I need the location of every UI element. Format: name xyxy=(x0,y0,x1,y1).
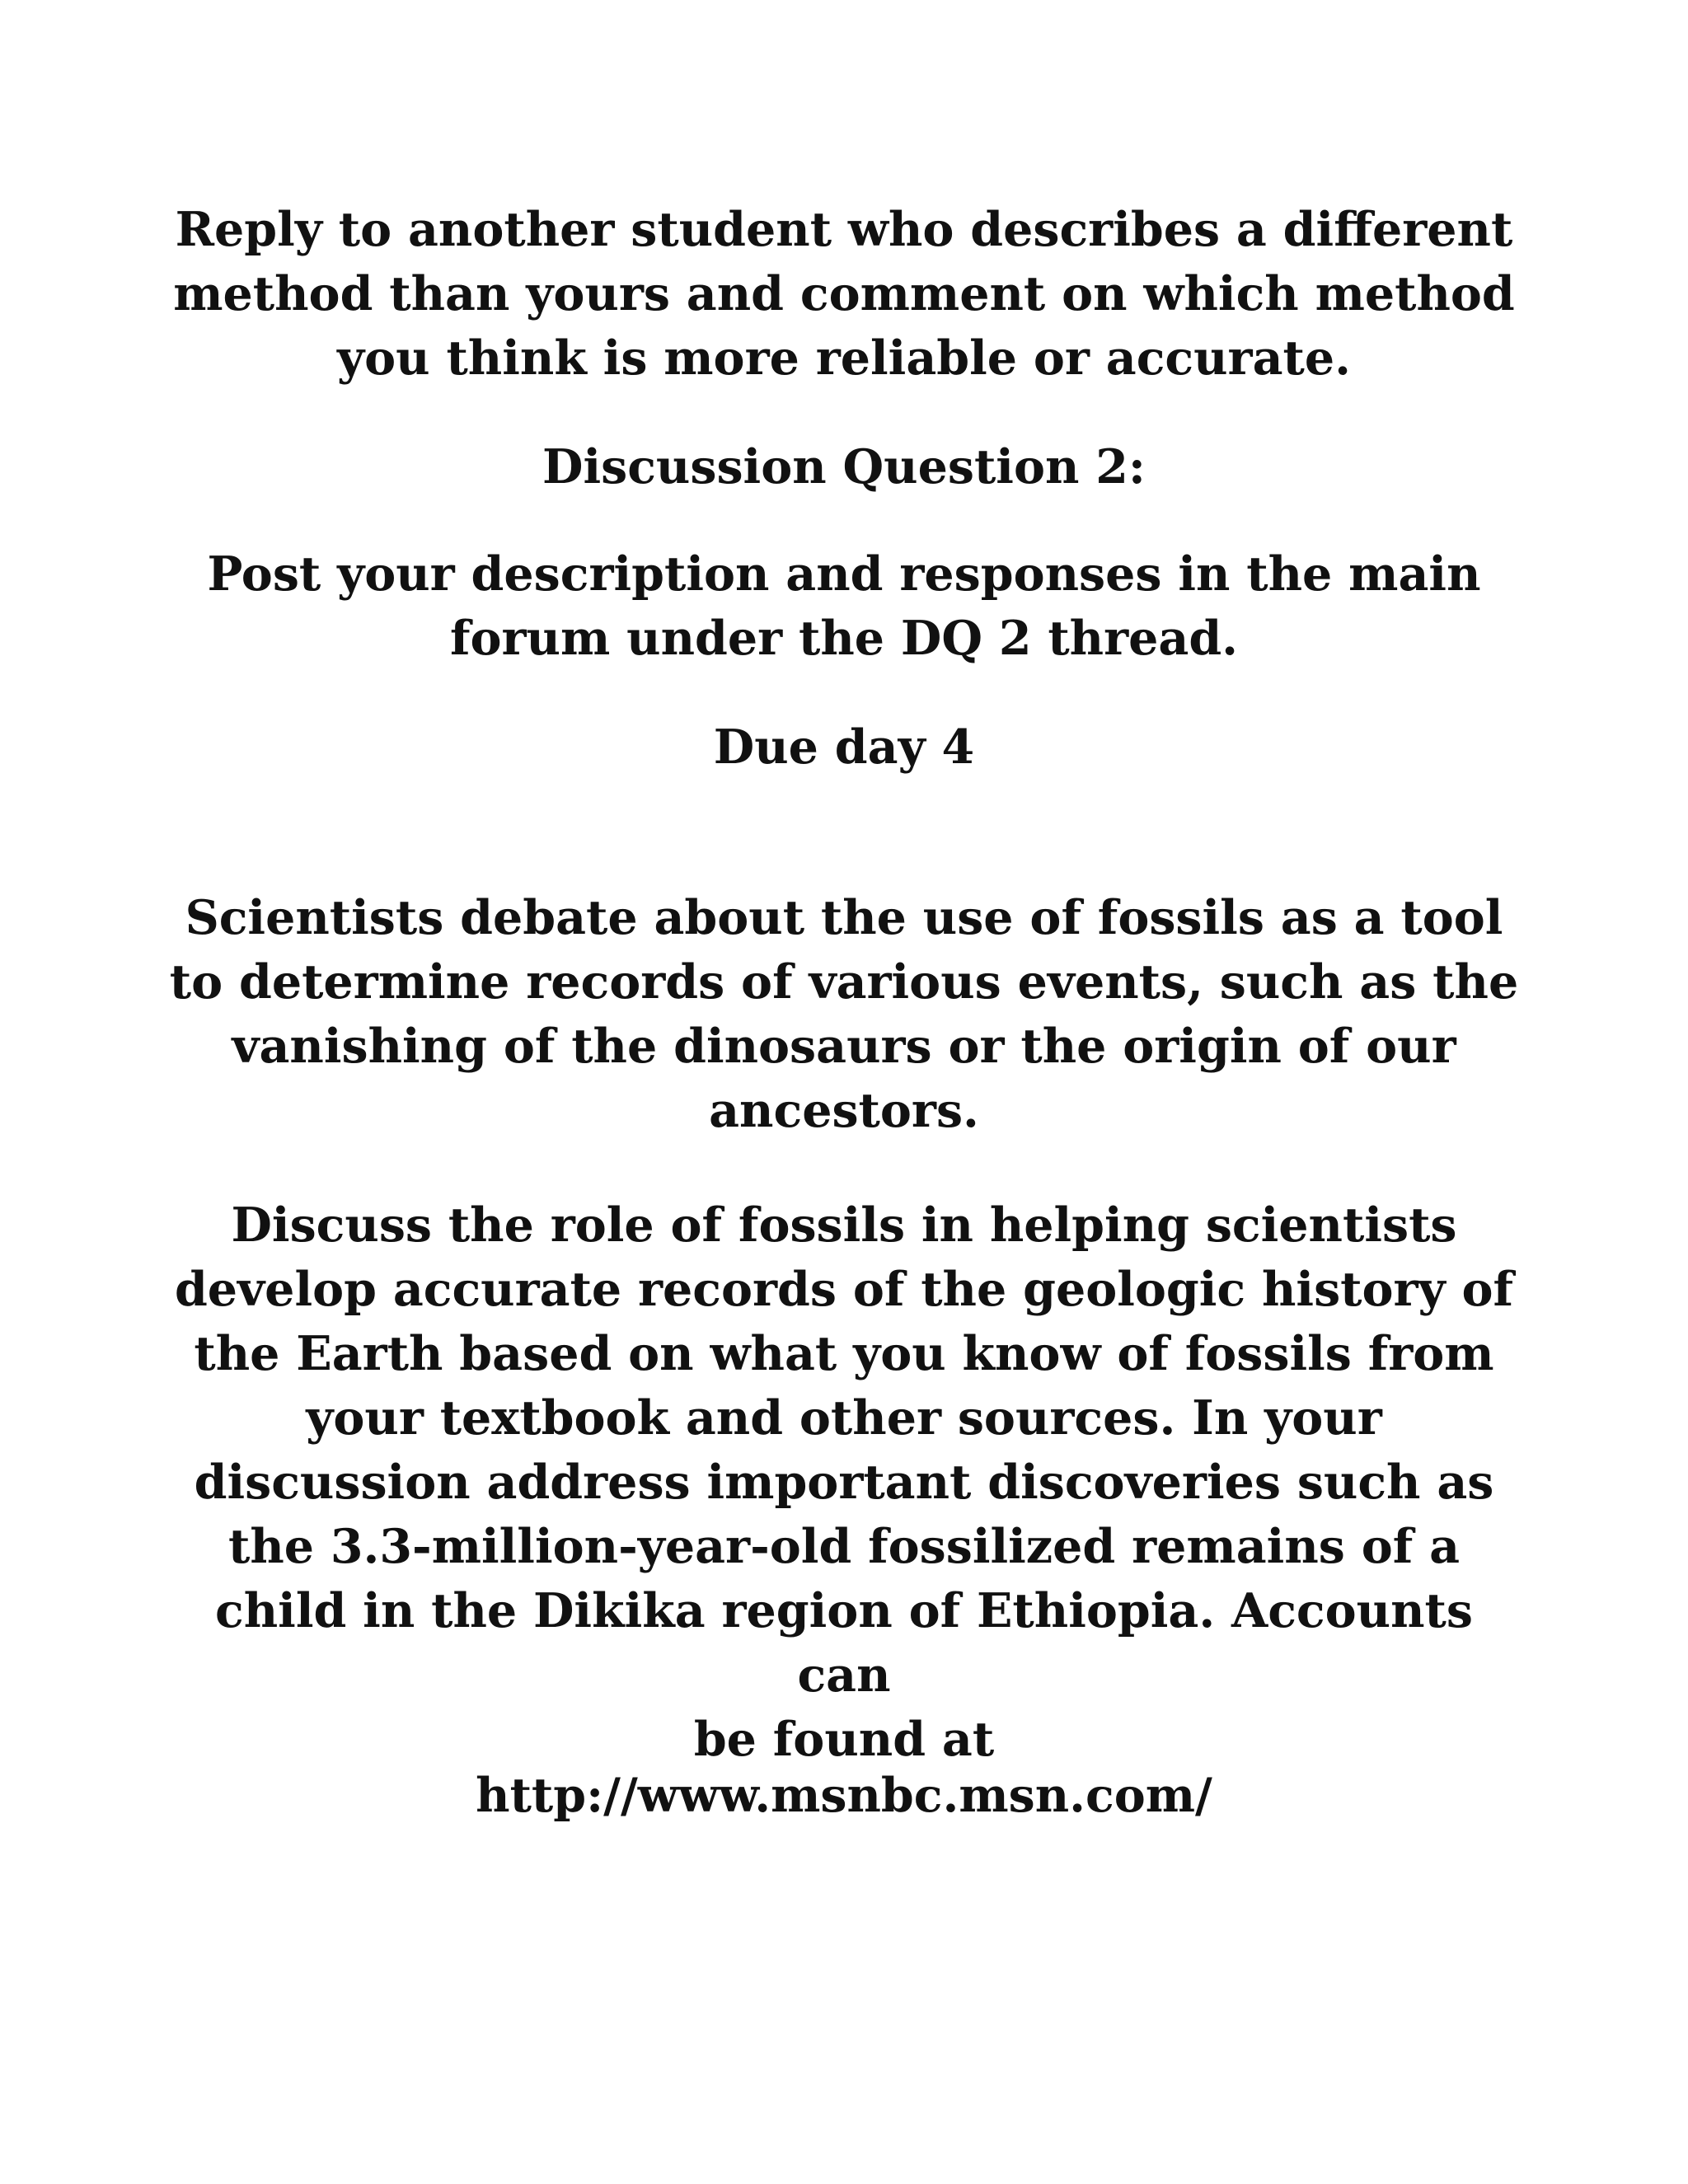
post-instruction-text: Post your description and responses in the main forum under the DQ 2 thread. xyxy=(207,546,1481,666)
source-url-text: http://www.msnbc.msn.com/ xyxy=(476,1768,1212,1823)
due-date-text: Due day 4 xyxy=(713,719,975,775)
intro-paragraph: Scientists debate about the use of fossils as a tool to determine records of various events, such as the vanishing of the dinosaurs or the origin of our ancestors. xyxy=(169,890,1519,1138)
discussion-prompt-paragraph: Discuss the role of fossils in helping scientists develop accurate records of the geologic history of the Earth based on what you know of fossils from your textbook and other sources. In your discussion address important discoveries such as the 3.3-million-year-old fossilized remains of a child in the Dikika region of Ethiopia. Accounts can be found at xyxy=(174,1197,1514,1767)
discussion-question-heading: Discussion Question 2: xyxy=(542,439,1146,494)
reply-instruction-text: Reply to another student who describes a different method than yours and comment on which method you think is more reliable or accurate. xyxy=(173,202,1515,386)
